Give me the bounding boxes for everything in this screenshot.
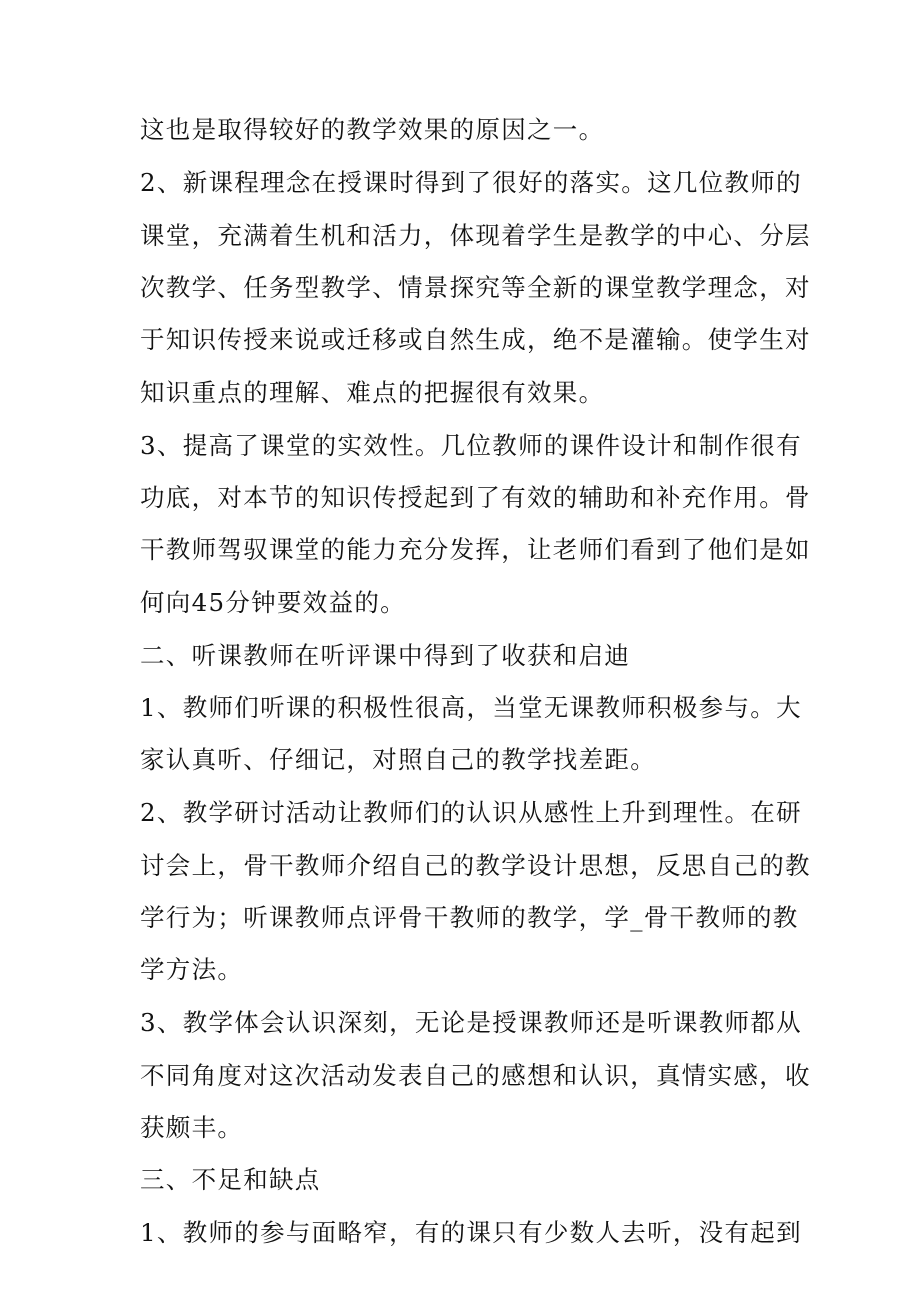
text-line: 1、教师们听课的积极性很高，当堂无课教师积极参与。大	[140, 693, 802, 722]
section-heading: 二、听课教师在听评课中得到了收获和启迪	[140, 641, 631, 670]
text-line: 获颇丰。	[140, 1113, 244, 1142]
text-line: 1、教师的参与面略窄，有的课只有少数人去听，没有起到	[140, 1218, 802, 1247]
text-line: 于知识传授来说或迁移或自然生成，绝不是灌输。使学生对	[140, 325, 811, 354]
text-line: 课堂，充满着生机和活力，体现着学生是教学的中心、分层	[140, 221, 811, 250]
text-line: 何向45分钟要效益的。	[140, 588, 406, 617]
text-line: 知识重点的理解、难点的把握很有效果。	[140, 378, 605, 407]
text-line: 2、教学研讨活动让教师们的认识从感性上升到理性。在研	[140, 798, 802, 827]
text-line: 2、新课程理念在授课时得到了很好的落实。这几位教师的	[140, 168, 802, 197]
text-line: 功底，对本节的知识传授起到了有效的辅助和补充作用。骨	[140, 483, 811, 512]
text-line: 这也是取得较好的教学效果的原因之一。	[140, 115, 605, 144]
text-line: 干教师驾驭课堂的能力充分发挥，让老师们看到了他们是如	[140, 535, 811, 564]
text-line: 3、提高了课堂的实效性。几位教师的课件设计和制作很有	[140, 431, 802, 460]
text-line: 次教学、任务型教学、情景探究等全新的课堂教学理念，对	[140, 273, 811, 302]
text-line: 3、教学体会认识深刻，无论是授课教师还是听课教师都从	[140, 1008, 802, 1037]
text-line: 家认真听、仔细记，对照自己的教学找差距。	[140, 745, 656, 774]
text-line: 学行为；听课教师点评骨干教师的教学，学_骨干教师的教	[140, 903, 799, 932]
text-line: 讨会上，骨干教师介绍自己的教学设计思想，反思自己的教	[140, 851, 811, 880]
section-heading: 三、不足和缺点	[140, 1165, 321, 1194]
text-line: 不同角度对这次活动发表自己的感想和认识，真情实感，收	[140, 1061, 811, 1090]
text-line: 学方法。	[140, 955, 244, 984]
